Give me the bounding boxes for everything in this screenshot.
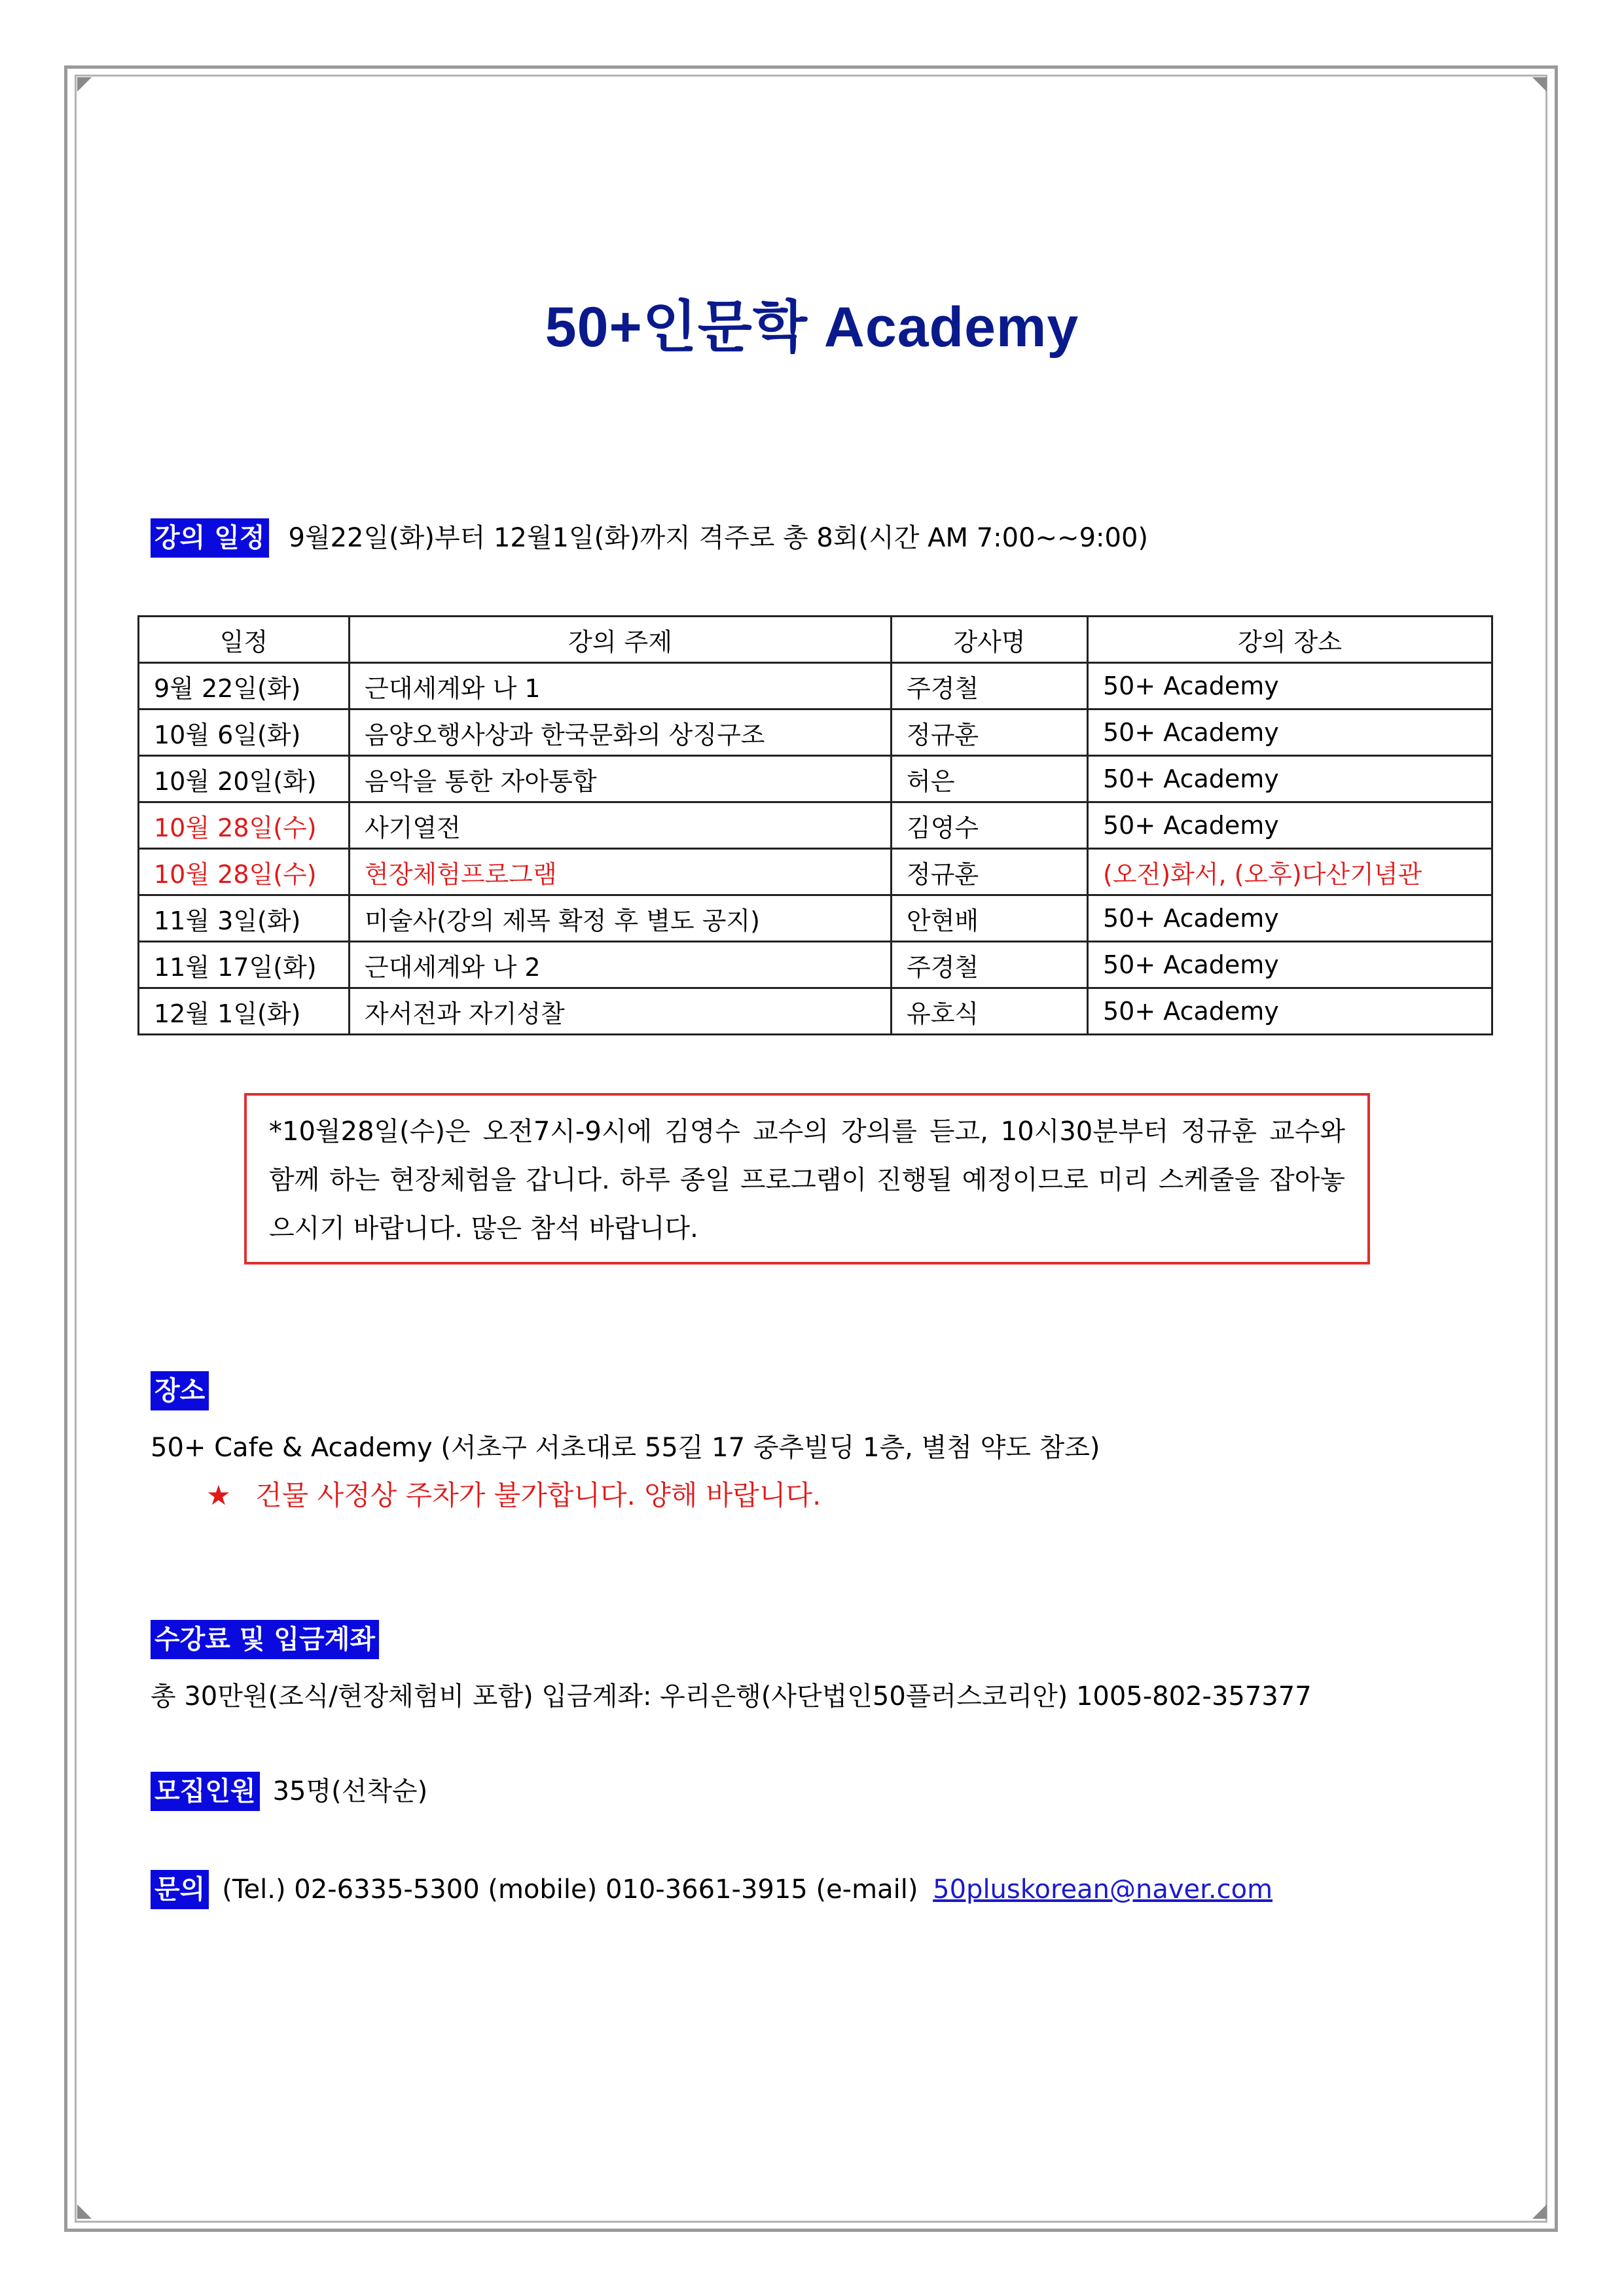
cell-topic: 미술사(강의 제목 확정 후 별도 공지) (350, 895, 892, 942)
cell-topic: 음악을 통한 자아통합 (350, 756, 892, 802)
cell-date: 11월 3일(화) (139, 895, 350, 942)
star-icon: ★ (206, 1479, 231, 1511)
table-row (139, 988, 1492, 1035)
cell-lecturer: 김영수 (892, 802, 1088, 849)
recruit-line (151, 1770, 427, 1811)
contact-label: 문의 (151, 1870, 209, 1909)
cell-date: 9월 22일(화) (139, 663, 350, 709)
notice-box: *10월28일(수)은 오전7시-9시에 김영수 교수의 강의를 듣고, 10시30분부터 정규훈 교수와 함께 하는 현장체험을 갑니다. 하루 종일 프로그램이 진행될 예정이므로 미리 스케줄을 잡아놓으시기 바랍니다. 많은 참석 바랍니다. (244, 1093, 1370, 1265)
frame-corner-ornament (1532, 77, 1547, 92)
cell-place: 50+ Academy (1088, 663, 1492, 709)
table-row (139, 849, 1492, 895)
parking-warning-text: 건물 사정상 주차가 불가합니다. 양해 바랍니다. (255, 1479, 821, 1511)
cell-topic: 사기열전 (350, 802, 892, 849)
fee-text: 총 30만원(조식/현장체험비 포함) 입금계좌: 우리은행(사단법인50플러스코리안) 1005-802-357377 (151, 1681, 1312, 1712)
page-title: 50+인문학 Academy (545, 296, 1079, 359)
table-row (139, 802, 1492, 849)
contact-line (151, 1869, 1272, 1909)
cell-topic: 현장체험프로그램 (350, 849, 892, 895)
contact-text: (Tel.) 02-6335-5300 (mobile) 010-3661-3915 (e-mail) (222, 1874, 918, 1905)
table-row (139, 942, 1492, 988)
cell-date: 10월 6일(화) (139, 709, 350, 756)
cell-place: 50+ Academy (1088, 802, 1492, 849)
cell-lecturer: 정규훈 (892, 849, 1088, 895)
cell-topic: 자서전과 자기성찰 (350, 988, 892, 1035)
header-date: 일정 (139, 617, 350, 663)
header-topic: 강의 주제 (350, 617, 892, 663)
cell-lecturer: 안현배 (892, 895, 1088, 942)
venue-label: 장소 (151, 1371, 209, 1410)
cell-place: 50+ Academy (1088, 709, 1492, 756)
table-row (139, 663, 1492, 709)
schedule-table (137, 615, 1493, 1035)
fee-label: 수강료 및 입금계좌 (151, 1620, 379, 1659)
cell-lecturer: 정규훈 (892, 709, 1088, 756)
cell-place: 50+ Academy (1088, 756, 1492, 802)
table-row (139, 709, 1492, 756)
frame-corner-ornament (77, 77, 92, 92)
frame-corner-ornament (77, 2204, 92, 2219)
header-lecturer: 강사명 (892, 617, 1088, 663)
cell-topic: 근대세계와 나 2 (350, 942, 892, 988)
frame-corner-ornament (1532, 2204, 1547, 2219)
cell-date: 10월 20일(화) (139, 756, 350, 802)
cell-lecturer: 주경철 (892, 942, 1088, 988)
recruit-label: 모집인원 (151, 1772, 260, 1811)
venue-address: 50+ Cafe & Academy (서초구 서초대로 55길 17 중추빌딩 1층, 별첨 약도 참조) (151, 1433, 1100, 1463)
cell-place: 50+ Academy (1088, 988, 1492, 1035)
venue-label-wrap (151, 1371, 209, 1410)
schedule-summary-line (151, 517, 1148, 558)
table-row (139, 895, 1492, 942)
cell-date: 11월 17일(화) (139, 942, 350, 988)
cell-date: 10월 28일(수) (139, 802, 350, 849)
schedule-summary: 9월22일(화)부터 12월1일(화)까지 격주로 총 8회(시간 AM 7:00~~9:00) (288, 523, 1149, 553)
cell-lecturer: 유호식 (892, 988, 1088, 1035)
cell-lecturer: 주경철 (892, 663, 1088, 709)
cell-topic: 음양오행사상과 한국문화의 상징구조 (350, 709, 892, 756)
schedule-label: 강의 일정 (151, 518, 269, 558)
table-row (139, 756, 1492, 802)
cell-place: 50+ Academy (1088, 895, 1492, 942)
cell-date: 12월 1일(화) (139, 988, 350, 1035)
parking-warning (206, 1474, 821, 1513)
recruit-text: 35명(선착순) (272, 1776, 428, 1806)
cell-lecturer: 허은 (892, 756, 1088, 802)
cell-place: 50+ Academy (1088, 942, 1492, 988)
fee-label-wrap (151, 1620, 379, 1659)
cell-place: (오전)화서, (오후)다산기념관 (1088, 849, 1492, 895)
table-header-row (139, 617, 1492, 663)
header-place: 강의 장소 (1088, 617, 1492, 663)
email-link[interactable]: 50pluskorean@naver.com (933, 1874, 1273, 1905)
cell-topic: 근대세계와 나 1 (350, 663, 892, 709)
cell-date: 10월 28일(수) (139, 849, 350, 895)
